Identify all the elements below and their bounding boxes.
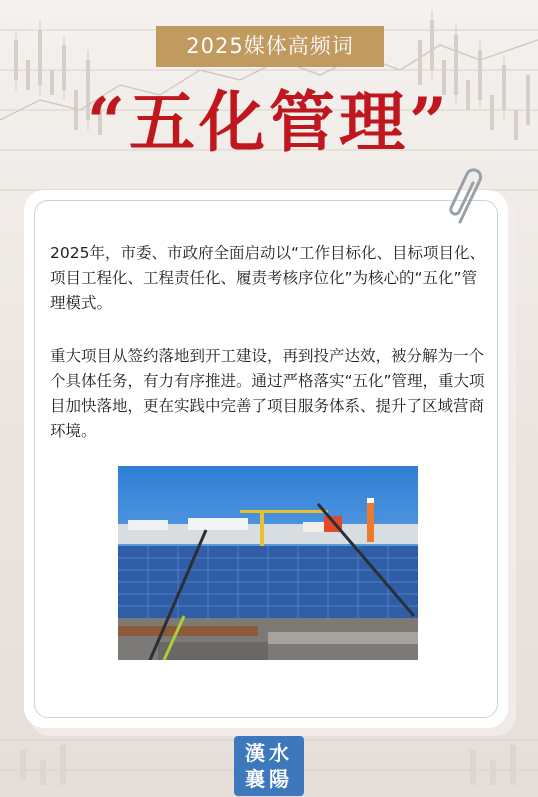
article-paragraph-1: 2025年，市委、市政府全面启动以“工作目标化、目标项目化、项目工程化、工程责任化、履责考核序位化”为核心的“五化”管理模式。: [50, 244, 485, 312]
logo-line-1: 漢水: [245, 741, 293, 765]
topic-banner: 2025媒体高频词: [156, 26, 384, 67]
construction-site-photo: [118, 466, 418, 660]
hanshui-xiangyang-logo: [234, 736, 304, 796]
headline-title: “五化管理”: [87, 83, 451, 161]
article-paragraph-2: 重大项目从签约落地到开工建设，再到投产达效，被分解为一个个具体任务，有力有序推进。通过严格落实“五化”管理，重大项目加快落地，更在实践中完善了项目服务体系、提升了区域营商环境。: [50, 347, 485, 440]
logo-line-2: 襄陽: [245, 767, 293, 791]
paperclip-icon: [446, 166, 490, 228]
